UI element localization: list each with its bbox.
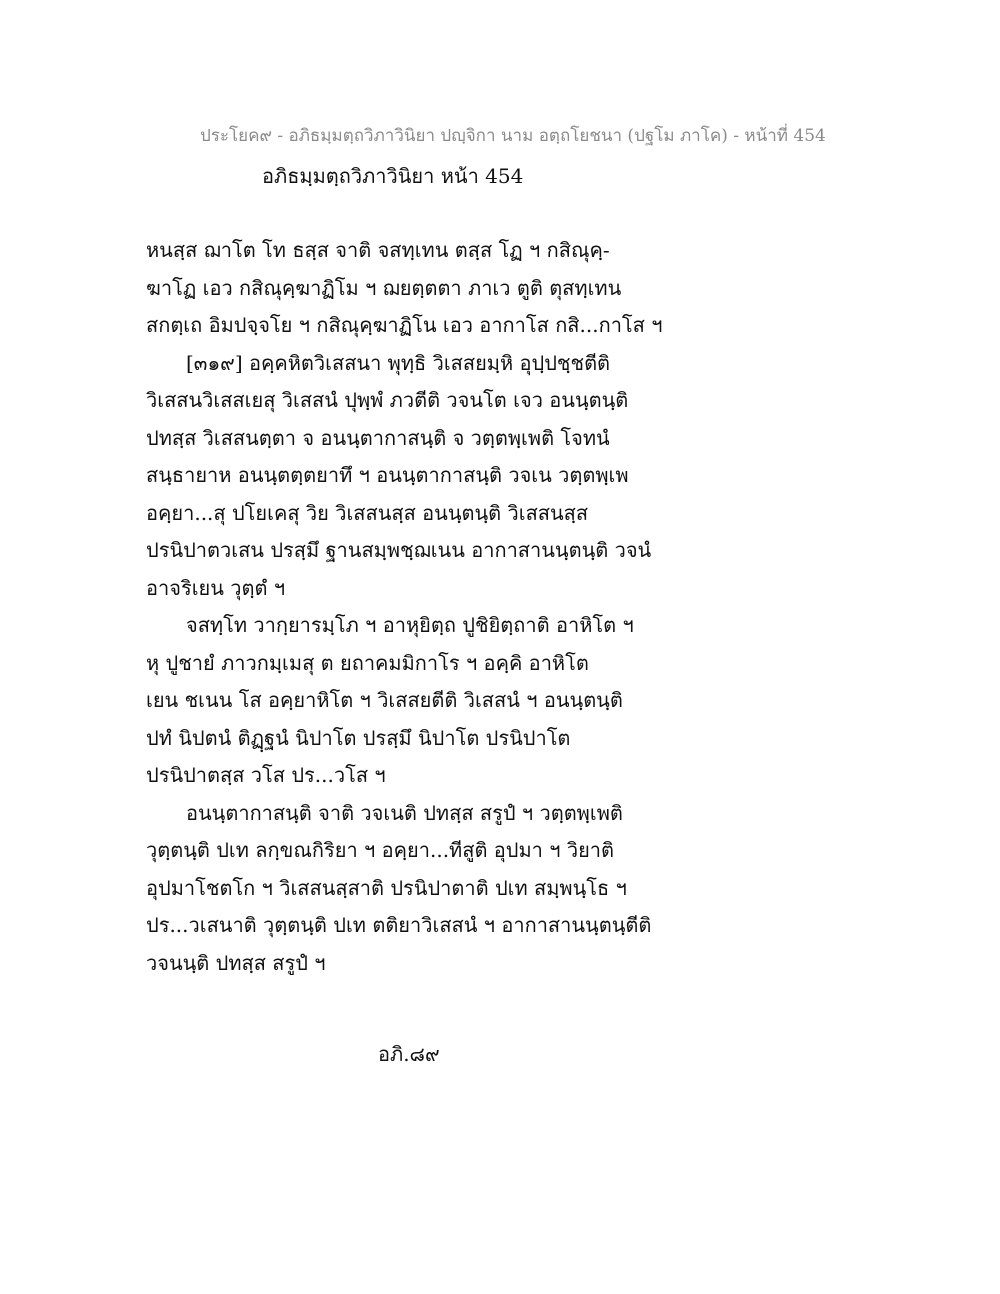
text-line: หุ ปูชายํ ภาวกมฺเมสุ ต ยถาคมมิกาโร ฯ อคฺคิ อาหิโต bbox=[146, 650, 589, 675]
text-line: หนสฺส ฌาโต โท ธสฺส จาติ จสทฺเทน ตสฺส โฏ ฯ กสิณุคฺ- bbox=[146, 238, 610, 262]
text-line: สกตฺเถ อิมปจฺจโย ฯ กสิณุคฺฆาฏิโน เอว อากาโส กสิ...กาโส ฯ bbox=[146, 313, 663, 337]
paragraph-start-line: จสทฺโท วากฺยารมฺโภ ฯ อาหุยิตฺถ ปูชิยิตฺถาติ อาหิโต ฯ bbox=[186, 613, 634, 637]
text-line: ปรนิปาตวเสน ปรสฺมึ ฐานสมฺพชฺฌเนน อากาสานนฺตนฺติ วจนํ bbox=[146, 538, 652, 562]
text-line: สนฺธายาห อนนฺตตฺตยาทึ ฯ อนนฺตากาสนฺติ วจเน วตฺตพฺเพ bbox=[146, 463, 629, 487]
text-line: วิเสสนวิเสสเยสุ วิเสสนํ ปุพฺพํ ภวตีติ วจนโต เจว อนนฺตนฺติ bbox=[146, 388, 629, 412]
body-text bbox=[146, 232, 706, 982]
page-footer-label: อภิ.๘๙ bbox=[378, 1042, 440, 1066]
text-line: อคฺยา...สุ ปโยเคสุ วิย วิเสสนสฺส อนนฺตนฺติ วิเสสนสฺส bbox=[146, 500, 589, 525]
book-title: อภิธมฺมตฺถวิภาวินิยา หน้า 454 bbox=[262, 164, 524, 188]
text-line: ฆาโฏ เอว กสิณุคฺฆาฏิโม ฯ ฌยตฺตตา ภาเว ตูติ ตุสทฺเทน bbox=[146, 275, 622, 300]
paragraph-start-line: [๓๑๙] อคฺคหิตวิเสสนา พุทฺธิ วิเสสยมฺหิ อุปฺปชฺชตีติ bbox=[186, 350, 611, 375]
text-line: เยน ชเนน โส อคฺยาหิโต ฯ วิเสสยตีติ วิเสสนํ ฯ อนนฺตนฺติ bbox=[146, 688, 623, 712]
paragraph-start-line: อนนฺตากาสนฺติ จาติ วจเนติ ปทสฺส สรูปํ ฯ วตฺตพฺเพติ bbox=[186, 800, 623, 825]
text-line: อาจริเยน วุตฺตํ ฯ bbox=[146, 575, 286, 600]
text-line: วุตฺตนฺติ ปเท ลกฺขณกิริยา ฯ อคฺยา...ทีสูติ อุปมา ฯ วิยาติ bbox=[146, 838, 615, 862]
text-line: ปร...วเสนาติ วุตฺตนฺติ ปเท ตติยาวิเสสนํ ฯ อากาสานนฺตนฺตีติ bbox=[146, 913, 652, 937]
running-header: ประโยค๙ - อภิธมฺมตฺถวิภาวินิยา ปญฺจิกา นาม อตฺถโยชนา (ปฐโม ภาโค) - หน้าที่ 454 bbox=[200, 126, 826, 146]
text-line: อุปมาโชตโก ฯ วิเสสนสฺสาติ ปรนิปาตาติ ปเท สมฺพนฺโธ ฯ bbox=[146, 875, 627, 900]
text-line: ปรนิปาตสฺส วโส ปร...วโส ฯ bbox=[146, 763, 386, 787]
text-line: วจนนฺติ ปทสฺส สรูปํ ฯ bbox=[146, 950, 326, 975]
text-line: ปทํ นิปตนํ ติฏฺฐนํ นิปาโต ปรสฺมึ นิปาโต ปรนิปาโต bbox=[146, 725, 571, 750]
text-line: ปทสฺส วิเสสนตฺตา จ อนนฺตากาสนฺติ จ วตฺตพฺเพติ โจทนํ bbox=[146, 425, 610, 450]
